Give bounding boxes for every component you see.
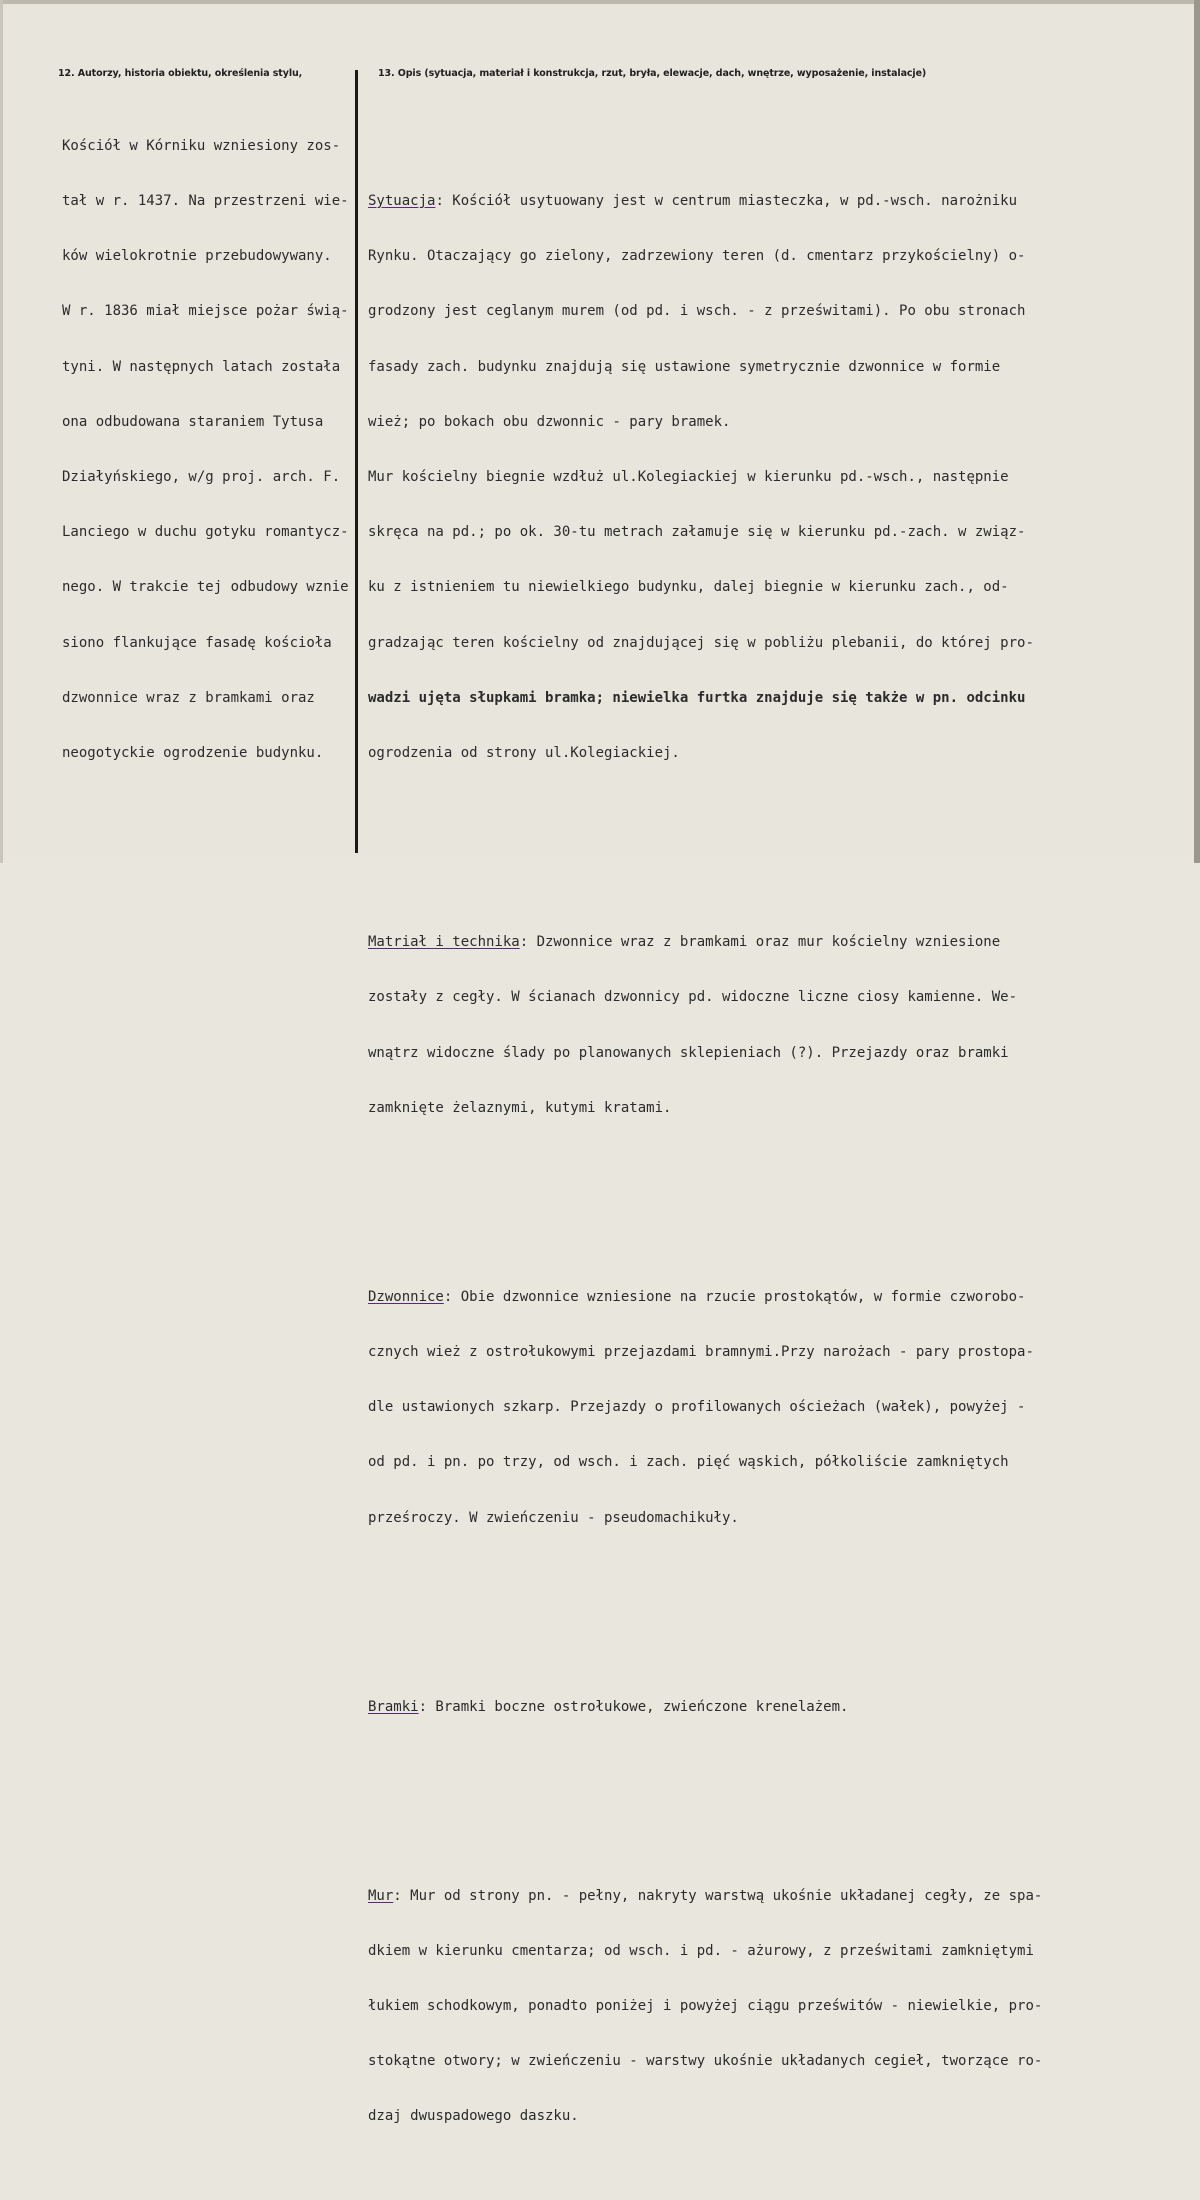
section-mur (368, 1850, 1042, 2163)
section-line: zamknięte żelaznymi, kutymi kratami. (368, 1099, 672, 1116)
history-line: nego. W trakcie tej odbudowy wznie (62, 579, 349, 596)
section-line: stokątne otwory; w zwieńczeniu - warstwy ukośnie układanych cegieł, tworzące ro- (368, 2053, 1043, 2070)
section-heading: Sytuacja (368, 193, 436, 210)
field-12-header: 12. Autorzy, historia obiektu, określenia stylu, (58, 68, 303, 79)
section-line: Mur kościelny biegnie wzdłuż ul.Kolegiackiej w kierunku pd.-wsch., następnie (368, 469, 1009, 486)
section-heading: Bramki (368, 1698, 419, 1715)
history-line: siono flankujące fasadę kościoła (62, 634, 332, 651)
section-line: Mur: Mur od strony pn. - pełny, nakryty warstwą ukośnie układanej cegły, ze spa- (368, 1887, 1043, 1904)
section-line: prześroczy. W zwieńczeniu - pseudomachikuły. (368, 1509, 739, 1526)
section-line: gradzając teren kościelny od znajdującej się w pobliżu plebanii, do której pro- (368, 634, 1034, 651)
section-line: ku z istnieniem tu niewielkiego budynku, dalej biegnie w kierunku zach., od- (368, 579, 1009, 596)
section-line: dzaj dwuspadowego daszku. (368, 2108, 579, 2125)
paper-edge-left (0, 0, 3, 863)
section-line: wnątrz widoczne ślady po planowanych sklepieniach (?). Przejazdy oraz bramki (368, 1044, 1009, 1061)
section-line: Matriał i technika: Dzwonnice wraz z bramkami oraz mur kościelny wzniesione (368, 934, 1001, 951)
section-dzwonnice (368, 1251, 1042, 1564)
section-line: od pd. i pn. po trzy, od wsch. i zach. pięć wąskich, półkoliście zamkniętych (368, 1454, 1009, 1471)
section-line: fasady zach. budynku znajdują się ustawione symetrycznie dzwonnice w formie (368, 358, 1001, 375)
section-line: Sytuacja: Kościół usytuowany jest w centrum miasteczka, w pd.-wsch. narożniku (368, 193, 1018, 210)
section-line: dkiem w kierunku cmentarza; od wsch. i pd. - ażurowy, z prześwitami zamkniętymi (368, 1942, 1034, 1959)
section-line: skręca na pd.; po ok. 30-tu metrach załamuje się w kierunku pd.-zach. w związ- (368, 524, 1026, 541)
history-line: dzwonnice wraz z bramkami oraz (62, 689, 315, 706)
history-line: Kościół w Kórniku wzniesiony zos- (62, 137, 341, 154)
section-heading: Matriał i technika (368, 934, 520, 951)
description-column (368, 100, 1042, 2200)
history-line: neogotyckie ogrodzenie budynku. (62, 745, 324, 762)
section-line: wadzi ujęta słupkami bramka; niewielka furtka znajduje się także w pn. odcinku (368, 689, 1026, 706)
history-line: Lanciego w duchu gotyku romantycz- (62, 524, 349, 541)
history-line: W r. 1836 miał miejsce pożar świą- (62, 303, 349, 320)
section-bramki (368, 1661, 1042, 1753)
history-column (62, 100, 349, 799)
section-sytuacja (368, 155, 1042, 799)
section-line: zostały z cegły. W ścianach dzwonnicy pd. widoczne liczne ciosy kamienne. We- (368, 989, 1018, 1006)
history-line: tał w r. 1437. Na przestrzeni wie- (62, 193, 349, 210)
history-line: ona odbudowana staraniem Tytusa (62, 413, 324, 430)
field-13-header: 13. Opis (sytuacja, materiał i konstrukcja, rzut, bryła, elewacje, dach, wnętrze, wyposażenie, instalacje) (378, 68, 927, 79)
section-material (368, 896, 1042, 1154)
section-line: ogrodzenia od strony ul.Kolegiackiej. (368, 745, 680, 762)
section-line: Dzwonnice: Obie dzwonnice wzniesione na rzucie prostokątów, w formie czworobo- (368, 1288, 1026, 1305)
section-heading: Dzwonnice (368, 1288, 444, 1305)
column-divider (355, 70, 358, 853)
history-line: ków wielokrotnie przebudowywany. (62, 248, 332, 265)
paper-edge-right (1194, 0, 1200, 863)
history-line: Działyńskiego, w/g proj. arch. F. (62, 469, 341, 486)
section-line: grodzony jest ceglanym murem (od pd. i wsch. - z prześwitami). Po obu stronach (368, 303, 1026, 320)
history-line: tyni. W następnych latach została (62, 358, 341, 375)
section-line: dle ustawionych szkarp. Przejazdy o profilowanych ościeżach (wałek), powyżej - (368, 1399, 1026, 1416)
section-line: łukiem schodkowym, ponadto poniżej i powyżej ciągu prześwitów - niewielkie, pro- (368, 1998, 1043, 2015)
paper-edge-top (0, 0, 1200, 4)
section-line: wież; po bokach obu dzwonnic - pary bramek. (368, 413, 731, 430)
section-heading: Mur (368, 1887, 394, 1904)
section-line: Rynku. Otaczający go zielony, zadrzewiony teren (d. cmentarz przykościelny) o- (368, 248, 1026, 265)
section-line: Bramki: Bramki boczne ostrołukowe, zwieńczone krenelażem. (368, 1698, 849, 1715)
section-line: cznych wież z ostrołukowymi przejazdami bramnymi.Przy narożach - pary prostopa- (368, 1343, 1034, 1360)
